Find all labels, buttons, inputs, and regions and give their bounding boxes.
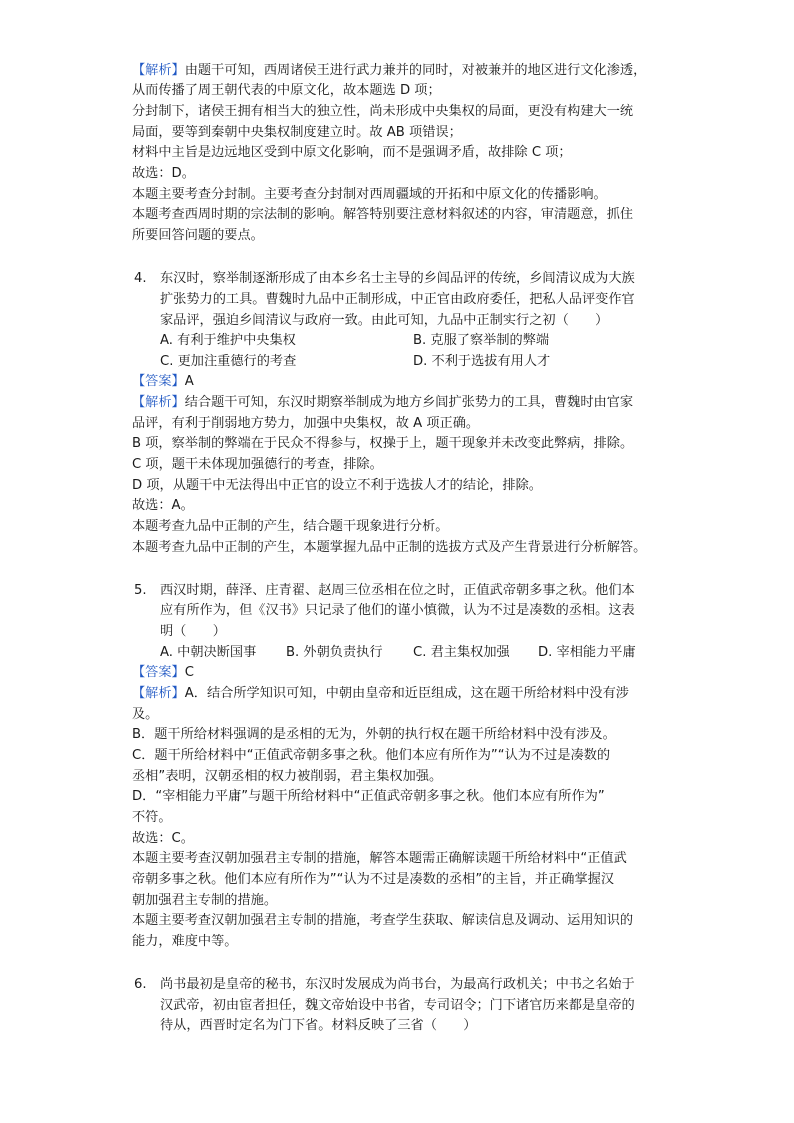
analysis-line: D 项，从题干中无法得出中正官的设立不利于选拔人才的结论，排除。 bbox=[132, 478, 542, 493]
analysis-line: C 项，题干未体现加强德行的考查，排除。 bbox=[132, 457, 383, 472]
question-stem-line: 待从，西晋时定名为门下省。材料反映了三省（ ） bbox=[160, 1018, 477, 1033]
analysis-line: B．题干所给材料强调的是丞相的无为，外朝的执行权在题干所给材料中没有涉及。 bbox=[132, 727, 616, 742]
q3-analysis-line: 本题主要考查分封制。主要考查分封制对西周疆域的开拓和中原文化的传播影响。 bbox=[132, 187, 607, 202]
analysis-line: 【解析】结合题干可知，东汉时期察举制成为地方乡闾扩张势力的工具，曹魏时由官家 bbox=[132, 395, 634, 410]
option-c: C. 君主集权加强 bbox=[413, 645, 510, 660]
option-b: B. 克服了察举制的弊端 bbox=[413, 333, 550, 348]
analysis-line: 【解析】A．结合所学知识可知，中朝由皇帝和近臣组成，这在题干所给材料中没有涉 bbox=[132, 686, 629, 701]
analysis-line: 不符。 bbox=[132, 810, 172, 825]
analysis-tag: 【解析】 bbox=[132, 395, 185, 410]
answer-line: 【答案】A bbox=[132, 374, 194, 389]
analysis-line: D．“宰相能力平庸”与题干所给材料中“正值武帝朝多事之秋。他们本应有所作为” bbox=[132, 789, 605, 804]
analysis-line: 故选：C。 bbox=[132, 831, 194, 846]
question-stem-line: 家品评，强迫乡闾清议与政府一致。由此可知，九品中正制实行之初（ ） bbox=[160, 313, 609, 328]
q3-analysis-line: 材料中主旨是边远地区受到中原文化影响，而不是强调矛盾，故排除 C 项； bbox=[132, 145, 572, 160]
analysis-tag: 【解析】 bbox=[132, 686, 185, 701]
option-b: B. 外朝负责执行 bbox=[286, 645, 383, 660]
analysis-line: 能力，难度中等。 bbox=[132, 934, 238, 949]
option-d: D. 不利于选拔有用人才 bbox=[413, 354, 551, 369]
option-d: D. 宰相能力平庸 bbox=[538, 645, 636, 660]
analysis-line: 本题考查九品中正制的产生，本题掌握九品中正制的选拔方式及产生背景进行分析解答。 bbox=[132, 540, 647, 555]
q3-analysis-line: 本题考查西周时期的宗法制的影响。解答特别要注意材料叙述的内容，审清题意，抓住 bbox=[132, 207, 634, 222]
question-stem-line: 西汉时期，薛泽、庄青翟、赵周三位丞相在位之时，正值武帝朝多事之秋。他们本 bbox=[160, 583, 635, 598]
analysis-line: 品评，有利于削弱地方势力，加强中央集权，故 A 项正确。 bbox=[132, 416, 480, 431]
analysis-line: 帝朝多事之秋。他们本应有所作为”“认为不过是凑数的丞相”的主旨，并正确掌握汉 bbox=[132, 872, 615, 887]
q3-analysis-line: 局面，要等到秦朝中央集权制度建立时。故 AB 项错误； bbox=[132, 125, 462, 140]
answer-line: 【答案】C bbox=[132, 665, 194, 680]
q3-analysis-line: 【解析】由题干可知，西周诸侯王进行武力兼并的同时，对被兼并的地区进行文化渗透， bbox=[132, 63, 647, 78]
question-stem-line: 东汉时，察举制逐渐形成了由本乡名士主导的乡闾品评的传统，乡闾清议成为大族 bbox=[160, 271, 635, 286]
q3-analysis-line: 分封制下，诸侯王拥有相当大的独立性，尚未形成中央集权的局面，更没有构建大一统 bbox=[132, 104, 634, 119]
analysis-tag: 【解析】 bbox=[132, 63, 185, 78]
option-a: A. 中朝决断国事 bbox=[160, 645, 257, 660]
option-a: A. 有利于维护中央集权 bbox=[160, 333, 296, 348]
analysis-line: 本题考查九品中正制的产生，结合题干现象进行分析。 bbox=[132, 519, 449, 534]
analysis-line: 及。 bbox=[132, 707, 159, 722]
answer-tag: 【答案】 bbox=[132, 665, 185, 680]
question-stem-line: 扩张势力的工具。曹魏时九品中正制形成，中正官由政府委任，把私人品评变作官 bbox=[160, 292, 635, 307]
analysis-line: C．题干所给材料中“正值武帝朝多事之秋。他们本应有所作为”“认为不过是凑数的 bbox=[132, 748, 611, 763]
question-stem-line: 明（ ） bbox=[160, 624, 226, 639]
q3-analysis-line: 故选：D。 bbox=[132, 166, 195, 181]
analysis-line: B 项，察举制的弊端在于民众不得参与，权操于上，题干现象并未改变此弊病，排除。 bbox=[132, 436, 634, 451]
question-stem-line: 汉武帝，初由宦者担任，魏文帝始设中书省，专司诏令；门下诸官历来都是皇帝的 bbox=[160, 998, 635, 1013]
analysis-line: 故选：A。 bbox=[132, 498, 194, 513]
question-stem-line: 应有所作为，但《汉书》只记录了他们的谨小慎微，认为不过是凑数的丞相。这表 bbox=[160, 603, 635, 618]
option-c: C. 更加注重德行的考查 bbox=[160, 354, 297, 369]
answer-tag: 【答案】 bbox=[132, 374, 185, 389]
analysis-line: 丞相”表明，汉朝丞相的权力被削弱，君主集权加强。 bbox=[132, 769, 443, 784]
q3-analysis-line: 从而传播了周王朝代表的中原文化，故本题选 D 项； bbox=[132, 83, 441, 98]
q3-analysis-line: 所要回答问题的要点。 bbox=[132, 228, 264, 243]
analysis-line: 本题主要考查汉朝加强君主专制的措施，解答本题需正确解读题干所给材料中“正值武 bbox=[132, 851, 627, 866]
question-stem-line: 尚书最初是皇帝的秘书，东汉时发展成为尚书台，为最高行政机关；中书之名始于 bbox=[160, 977, 635, 992]
analysis-line: 朝加强君主专制的措施。 bbox=[132, 893, 278, 908]
question-number: 5. bbox=[134, 583, 147, 598]
question-number: 6. bbox=[134, 977, 147, 992]
question-number: 4. bbox=[134, 271, 147, 286]
analysis-line: 本题主要考查汉朝加强君主专制的措施，考查学生获取、解读信息及调动、运用知识的 bbox=[132, 913, 634, 928]
